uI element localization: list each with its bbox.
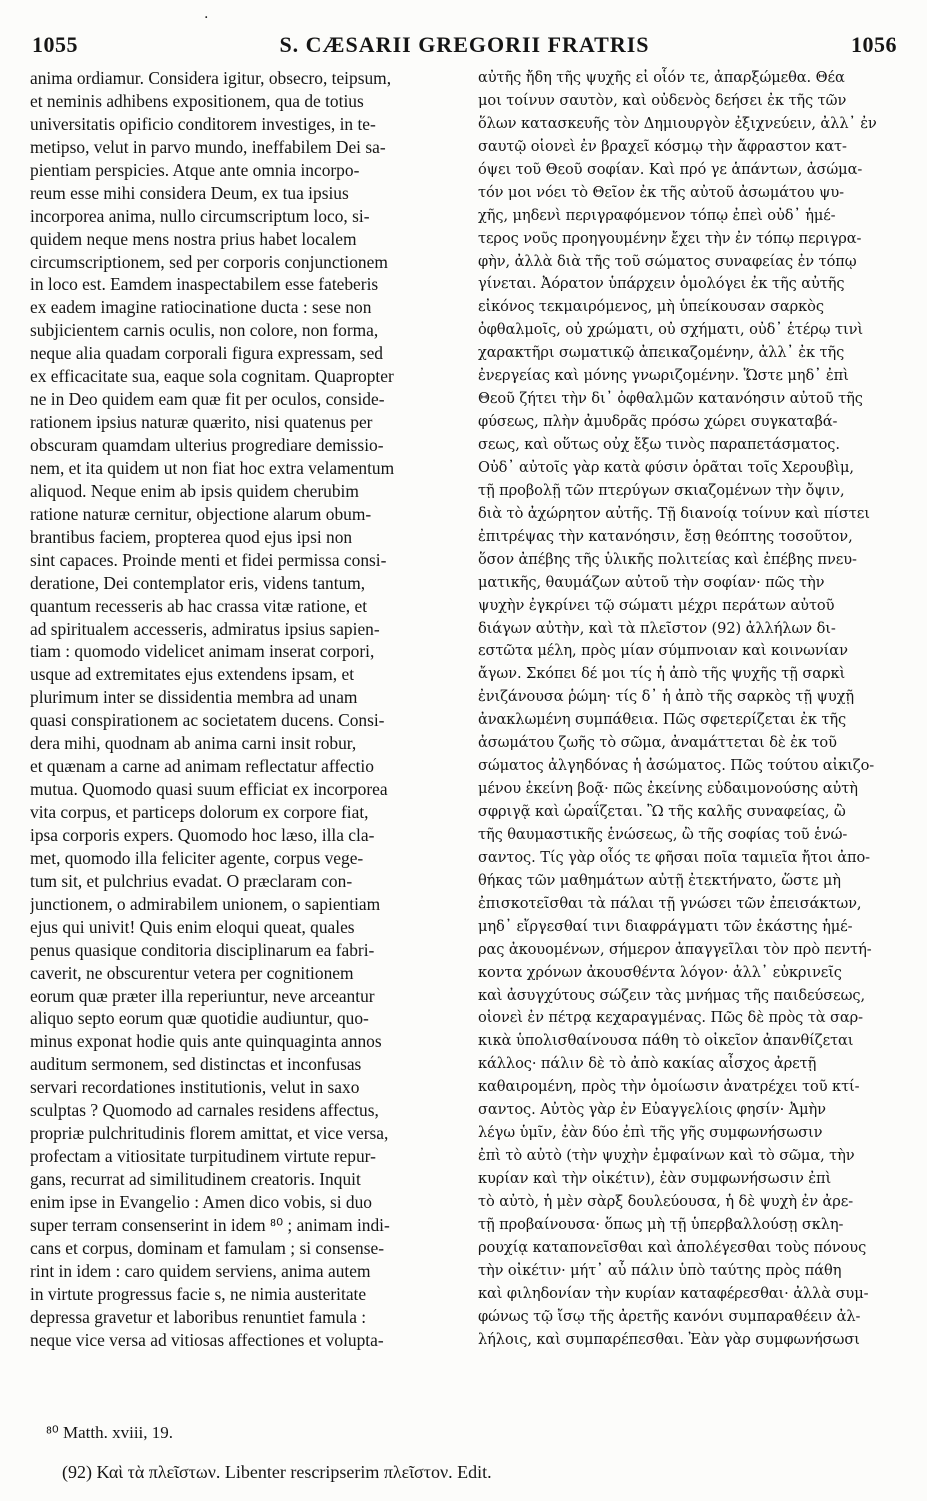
latin-text-line: penus quasique conditoria disciplinarum ea fabri-	[30, 939, 375, 960]
latin-text-line: neque vice versa ad vitiosas affectiones et volupta-	[30, 1329, 384, 1350]
greek-text-line: ἐπιτρέψας τὴν κατανόησιν, ἔσῃ θεόπτης τοσοῦτον,	[478, 527, 853, 545]
greek-text-line: ρας ἀκουομένων, σήμερον ἀπαγγεῖλαι τὸν πρὸ πεντή-	[478, 940, 872, 958]
latin-text-line: super terram consenserint in idem ⁸⁰ ; animam indi-	[30, 1214, 390, 1235]
latin-text-line: met, quomodo illa feliciter agente, corpus vege-	[30, 847, 364, 868]
latin-text-line: aliquo septo eorum quæ quotidie audiuntur, quo-	[30, 1008, 369, 1029]
latin-text-line: ejus qui univit! Quis enim eloqui queat, quales	[30, 916, 355, 937]
latin-text-line: universitatis opificio conditorem investiges, in te-	[30, 113, 376, 134]
latin-text-line: usque ad extremitates ejus extendens ipsam, et	[30, 664, 355, 685]
greek-text-line: ἐπισκοτεῖσθαι τὰ πάλαι τῇ γνώσει τῶν ἐπεισάκτων,	[478, 894, 862, 912]
greek-text-line: όψει τοῦ Θεοῦ σοφίαν. Καὶ πρό γε ἁπάντων, ἀσώμα-	[478, 160, 863, 178]
greek-text-line: χῆς, μηδενὶ περιγραφόμενον τόπῳ ἐπεὶ οὐδ᾽ ἡμέ-	[478, 206, 836, 224]
greek-text-line: εἰκόνος τεκμαιρόμενος, μὴ ὑπείκουσαν σαρκὸς	[478, 298, 824, 316]
latin-text-line: minus exponat hodie quis ante quinquaginta annos	[30, 1031, 382, 1052]
greek-text-line: τὴν οἰκέτιν· μήτ᾽ αὖ πάλιν ὑπὸ ταύτης πρὸς πάθη	[478, 1261, 842, 1279]
latin-text-line: ne in Deo quidem eam quæ fit per oculos, conside-	[30, 389, 385, 410]
greek-text-line: διὰ τὸ ἀχώρητον αὐτῆς. Τῇ διανοίᾳ τοίνυν καὶ πίστει	[478, 504, 870, 522]
latin-text-line: et neminis adhibens expositionem, qua de totius	[30, 90, 364, 111]
greek-text-line: καὶ ἀσυγχύτους σώζειν τὰς μνήμας τῆς παιδεύσεως,	[478, 986, 866, 1004]
greek-text-line: σαυτῷ οἱονεὶ ἐν βραχεῖ κόσμῳ τὴν ἄφραστον κατ-	[478, 137, 847, 155]
latin-text-line: pientiam perspicies. Atque ante omnia incorpo-	[30, 159, 360, 180]
left-page-number: 1055	[32, 32, 78, 57]
footnote-80: ⁸⁰ Matth. xviii, 19.	[46, 1423, 174, 1442]
latin-text-line: neque alia quadam corporali figura expressam, sed	[30, 343, 383, 364]
greek-text-line: καὶ φιληδονίαν τὴν κυρίαν καταφέρεσθαι· ἀλλὰ συμ-	[478, 1284, 869, 1302]
greek-text-line: φύσεως, πλὴν ἀμυδρᾶς πρόσω χώρει συγκαταβά-	[478, 413, 838, 431]
greek-text-line: μοι τοίνυν σαυτὸν, καὶ οὐδενὸς δεήσει ἐκ τῆς τῶν	[478, 91, 847, 109]
latin-text-line: obscuram quamdam ulterius progrediare demissio-	[30, 435, 384, 455]
latin-text-line: rint in idem : caro quidem serviens, anima autem	[30, 1260, 371, 1281]
greek-text-line: λήλοις, καὶ συμπαρέπεσθαι. Ἐὰν γὰρ συμφωνήσωσι	[478, 1330, 860, 1348]
greek-text-line: σαντος. Αὐτὸς γὰρ ἐν Εὐαγγελίοις φησίν· Ἀμὴν	[478, 1101, 826, 1119]
running-title: S. CÆSARII GREGORII FRATRIS	[279, 32, 650, 57]
greek-text-line: χαρακτῆρι σωματικῷ ἀπεικαζομένην, ἀλλ᾽ ἐκ τῆς	[478, 344, 845, 362]
greek-text-line: ρουχίᾳ καταπονεῖσθαι καὶ ἀπολέγεσθαι τοὺς πόνους	[478, 1238, 867, 1256]
greek-text-line: εστῶτα μέλη, πρὸς μίαν σύμπνοιαν καὶ κοινωνίαν	[478, 642, 848, 660]
latin-text-line: ad spiritualem accesseris, admiratus ipsius sapien-	[30, 618, 380, 639]
latin-text-line: profectam a vitiositate turpitudinem virtute repur-	[30, 1146, 376, 1167]
latin-text-line: in virtute progressus facie s, ne nimia austeritate	[30, 1283, 367, 1304]
latin-text-line: propriæ pulchritudinis florem amittat, et vice versa,	[30, 1123, 389, 1144]
latin-text-line: quidem neque mens nostra prius habet localem	[30, 228, 357, 249]
greek-text-line: καθαιρομένη, πρὸς τὴν ὁμοίωσιν ἀνατρέχει τοῦ κτί-	[478, 1078, 860, 1096]
greek-text-line: αὐτῆς ἤδη τῆς ψυχῆς εἰ οἷόν τε, ἀπαρξώμεθα. Θέα	[478, 69, 845, 86]
greek-text-line: τῇ προβαίνουσα· ὅπως μὴ τῇ ὑπερβαλλούσῃ σκλη-	[478, 1215, 844, 1233]
latin-text-line: eorum quæ præter illa reperiuntur, neve arceantur	[30, 985, 375, 1006]
greek-text-line: θήκας τῶν μαθημάτων αὐτῇ ἐτεκτήνατο, ὥστε μὴ	[478, 871, 841, 889]
greek-text-line: μένου ἐκείνη βοᾷ· πῶς ἐκείνης εὐδαιμονούσης αὐτὴ	[478, 780, 858, 798]
greek-text-line: ὅλων κατασκευῆς τὸν Δημιουργὸν ἐξιχνεύειν, ἀλλ᾽ ἐν	[478, 114, 877, 132]
greek-text-line: ἐνεργείας καὶ μόνης γνωριζομένην. Ὥστε μηδ᾽ ἐπὶ	[478, 367, 849, 385]
latin-text-line: gans, recurrat ad similitudinem creatoris. Inquit	[30, 1169, 361, 1189]
latin-text-line: nem, et ita quidem ut non fiat hoc extra velamentum	[30, 457, 395, 478]
latin-text-line: aliquod. Neque enim ab ipsis quidem cherubim	[30, 480, 359, 501]
greek-text-line: διάγων αὐτὴν, καὶ τὰ πλεῖστον (92) ἀλλήλων δι-	[478, 619, 836, 637]
latin-text-line: dera mihi, quodnam ab anima carni insit robur,	[30, 733, 357, 754]
greek-column	[478, 67, 896, 1352]
latin-text-line: sint capaces. Proinde menti et fidei permissa consi-	[30, 549, 387, 570]
greek-text-line: ἀσωμάτου ζωῆς τὸ σῶμα, ἀναμάττεται δὲ ἐκ τοῦ	[478, 734, 837, 752]
latin-text-line: tum sit, et pulchrius evadat. O præclaram con-	[30, 870, 353, 891]
page-header	[32, 32, 897, 66]
right-page-number: 1056	[851, 32, 897, 57]
latin-text-line: mutua. Quomodo quasi suum efficiat ex incorporea	[30, 779, 388, 800]
latin-text-line: ipsa corporis expers. Quomodo hoc læso, illa cla-	[30, 824, 375, 845]
greek-text-line: ὅσον ἀπέβης τῆς ὑλικῆς πολιτείας καὶ ἐπέβης πνευ-	[478, 550, 857, 568]
greek-text-line: σαντος. Τίς γὰρ οἷός τε φῆσαι ποῖα ταμιεῖα ἤτοι ἀπο-	[478, 848, 871, 866]
latin-text-line: caverit, ne obscurentur vetera per cognitionem	[30, 962, 354, 983]
greek-text-line: τερος νοῦς προηγουμένην ἔχει τὴν ἐν τόπῳ περιγρα-	[478, 229, 862, 247]
greek-text-line: ματικῆς, θαυμάζων αὐτοῦ τὴν σοφίαν· πῶς τὴν	[478, 573, 825, 591]
greek-text-line: ἄγων. Σκόπει δέ μοι τίς ἡ ἀπὸ τῆς ψυχῆς τῇ σαρκὶ	[478, 665, 846, 683]
latin-text-line: plurimum inter se dissidentia membra ad unam	[30, 687, 358, 708]
latin-text-line: enim ipse in Evangelio : Amen dico vobis, si duo	[30, 1191, 372, 1212]
latin-text-line: vita corpus, et particeps dolorum ex corpore fiat,	[30, 802, 369, 822]
greek-text-line: κοντα χρόνων ἀκουσθέντα λόγον· ἀλλ᾽ εὐκρινεῖς	[478, 963, 842, 981]
latin-text-line: et quænam a carne ad animam reflectatur affectio	[30, 756, 374, 777]
latin-text-line: servari recordationes institutionis, velut in saxo	[30, 1077, 360, 1098]
greek-text-line: κικὰ ὑπολισθαίνουσα πάθη τὸ οἰκεῖον ἀπανθίζεται	[478, 1032, 854, 1050]
greek-text-line: φὴν, ἀλλὰ διὰ τῆς τοῦ σώματος συναφείας ἐν τόπῳ	[478, 252, 857, 270]
stray-mark: .	[204, 6, 209, 22]
latin-text-line: quasi conspirationem ac societatem ducens. Consi-	[30, 710, 385, 731]
greek-text-line: ὀφθαλμοῖς, οὐ χρώματι, οὐ σχήματι, οὐδ᾽ ἑτέρῳ τινὶ	[478, 321, 863, 339]
latin-text-line: metipso, velut in parvo mundo, ineffabilem Dei sa-	[30, 136, 386, 157]
greek-text-line: φώνως τῷ ἴσῳ τῆς ἀρετῆς κανόνι συμπαραθέειν ἀλ-	[478, 1307, 861, 1325]
latin-text-line: depressa gravetur et laboribus renuntiet famula :	[30, 1306, 367, 1327]
greek-text-line: σεως, καὶ οὕτως οὐχ ἔξω τινὸς παραπετάσματος.	[478, 436, 840, 453]
footnote-92: (92) Καὶ τὰ πλεῖστων. Libenter rescripserim πλεῖστον. Edit.	[62, 1462, 492, 1482]
latin-text-line: ex eadem imagine ratiocinatione ducta : sese non	[30, 297, 372, 318]
latin-text-line: circumscriptionem, sed per corporis conjunctionem	[30, 251, 388, 272]
latin-text-line: brantibus faciem, propterea quod ejus ipsi non	[30, 526, 353, 547]
greek-text-line: τῆς θαυμαστικῆς ἑνώσεως, ὢ τῆς σοφίας τοῦ ἑνώ-	[478, 825, 848, 843]
latin-text-line: in loco est. Eamdem inaspectabilem esse fateberis	[30, 274, 379, 295]
greek-text-line: ἐνιζάνουσα ῥώμη· τίς δ᾽ ἡ ἀπὸ τῆς σαρκὸς τῇ ψυχῇ	[478, 688, 855, 706]
greek-text-line: μηδ᾽ εἴργεσθαί τινι διαφράγματι τῶν ἑκάστης ἡμέ-	[478, 917, 853, 935]
latin-text-line: ex efficacitate sua, eaque sola cognitam. Quapropter	[30, 366, 394, 387]
latin-text-line: deratione, Dei contemplator eris, videns tantum,	[30, 572, 366, 593]
greek-text-line: τόν μοι νόει τὸ Θεῖον ἐκ τῆς αὐτοῦ ἀσωμάτου ψυ-	[478, 183, 844, 201]
greek-text-line: σώματος ἀλγηδόνας ἡ ἀσώματος. Πῶς τούτου αἰκιζο-	[478, 757, 875, 775]
greek-text-line: γίνεται. Ἀόρατον ὑπάρχειν ὁμολόγει ἐκ τῆς αὐτῆς	[478, 275, 845, 293]
latin-text-line: ratione naturæ cernitur, objectione alarum obum-	[30, 503, 372, 524]
latin-text-line: junctionem, o admirabilem unionem, o sapientiam	[30, 893, 381, 914]
greek-text-line: λέγω ὑμῖν, ἐὰν δύο ἐπὶ τῆς γῆς συμφωνήσωσιν	[478, 1124, 823, 1142]
latin-column	[30, 67, 466, 1352]
latin-text-line: quantum recesseris ab hac crassa vitæ ratione, et	[30, 595, 368, 616]
greek-text-line: ἀνακλωμένη συμπάθεια. Πῶς σφετερίζεται ἐκ τῆς	[478, 711, 847, 729]
latin-text-line: sculptas ? Quomodo ad carnales residens affectus,	[30, 1100, 379, 1121]
greek-text-line: σφριγᾷ καὶ ὡραΐζεται. Ὢ τῆς καλῆς συναφείας, ὢ	[478, 803, 846, 820]
greek-text-line: κάλλος· πάλιν δὲ τὸ ἀπὸ κακίας αἶσχος ἀρετῇ	[478, 1055, 817, 1073]
latin-text-line: auditum sermonem, sed distinctas et inconfusas	[30, 1054, 362, 1075]
greek-text-line: ψυχὴν ἐγκρίνει τῷ σώματι μέχρι περάτων αὐτοῦ	[478, 596, 835, 614]
latin-text-line: rationem ipsius naturæ quærito, nisi quatenus per	[30, 412, 373, 433]
latin-text-line: subjicientem carnis oculis, non colore, non forma,	[30, 320, 379, 341]
greek-text-line: τὸ αὐτὸ, ἡ μὲν σὰρξ δουλεύουσα, ἡ δὲ ψυχὴ ἐν ἀρε-	[478, 1192, 854, 1210]
latin-text-line: reum esse mihi considera Deum, ex tua ipsius	[30, 182, 349, 203]
greek-text-line: κυρίαν καὶ τὴν οἰκέτιν), ἐὰν συμφωνήσωσιν ἐπὶ	[478, 1170, 832, 1187]
latin-text-line: incorporea anima, nullo circumscriptum loco, si-	[30, 205, 370, 226]
greek-text-line: Θεοῦ ζήτει τὴν δι᾽ ὀφθαλμῶν κατανόησιν αὐτοῦ τῆς	[478, 390, 863, 408]
greek-text-line: Οὐδ᾽ αὐτοῖς γὰρ κατὰ φύσιν ὁρᾶται τοῖς Χερουβὶμ,	[478, 458, 854, 476]
greek-text-line: οἱονεὶ ἐν πέτρᾳ κεχαραγμένας. Πῶς δὲ πρὸς τὰ σαρ-	[478, 1009, 863, 1027]
greek-text-line: ἐπὶ τὸ αὐτὸ (τὴν ψυχὴν ἐμφαίνων καὶ τὸ σῶμα, τὴν	[478, 1147, 855, 1165]
latin-text-line: anima ordiamur. Considera igitur, obsecro, teipsum,	[30, 68, 392, 88]
latin-text-line: tiam : quomodo videlicet animam inserat corpori,	[30, 641, 375, 662]
greek-text-line: τῇ προβολῇ τῶν πτερύγων σκιαζομένων τὴν ὄψιν,	[478, 481, 845, 499]
latin-text-line: cans et corpus, dominam et famulam ; si consense-	[30, 1237, 384, 1258]
